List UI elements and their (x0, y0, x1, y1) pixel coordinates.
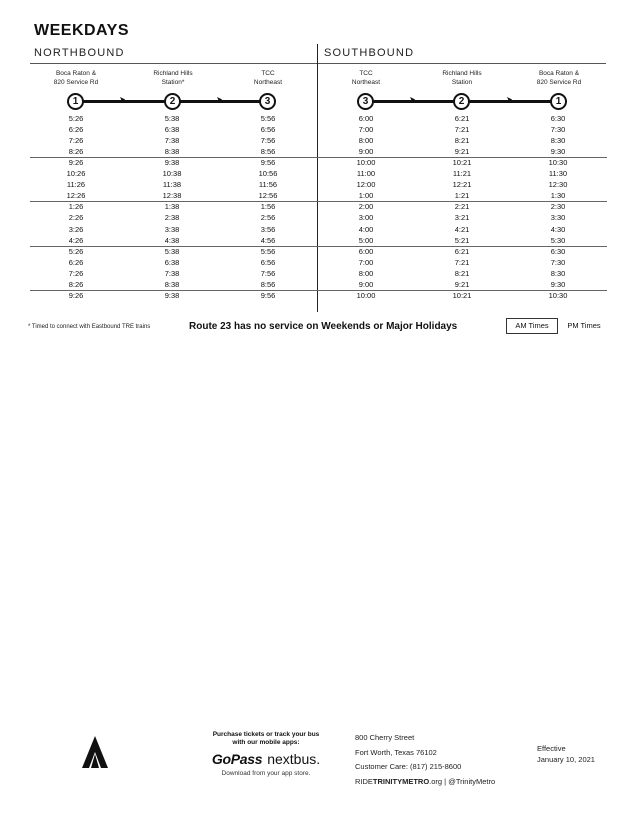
table-row (0, 190, 317, 201)
time-cell: 12:30 (548, 180, 568, 190)
time-cell: 5:26 (68, 114, 84, 123)
time-cell: 4:26 (68, 235, 84, 245)
table-row (0, 268, 317, 279)
table-row (317, 179, 635, 190)
time-cell: 9:00 (358, 147, 374, 157)
time-cell: 2:38 (164, 213, 180, 223)
time-cell: 6:21 (454, 114, 470, 123)
time-cell: 11:38 (162, 180, 182, 190)
time-cell: 6:56 (260, 257, 276, 267)
time-cell: 2:21 (454, 202, 470, 212)
table-row (317, 212, 635, 223)
time-cell: 10:21 (452, 290, 472, 300)
time-cell: 5:38 (164, 246, 180, 256)
table-row (0, 201, 317, 212)
table-row (317, 279, 635, 290)
time-cell: 8:30 (550, 136, 566, 146)
time-cell: 7:30 (550, 125, 566, 135)
time-cell: 1:21 (454, 191, 470, 201)
table-row (0, 157, 317, 168)
nb-stop-header-3: TCC Northeast (253, 70, 283, 86)
nb-arrow-icon: ➤ (216, 95, 223, 104)
time-cell: 6:38 (164, 257, 180, 267)
time-cell: 9:30 (550, 279, 566, 289)
time-cell: 1:38 (164, 202, 180, 212)
sb-timepoint-2: 2 (453, 93, 470, 110)
table-row (0, 290, 317, 301)
time-cell: 7:00 (358, 257, 374, 267)
table-row (0, 246, 317, 257)
time-cell: 8:26 (68, 279, 84, 289)
southbound-label: SOUTHBOUND (324, 47, 415, 59)
time-cell: 2:30 (550, 202, 566, 212)
time-cell: 12:26 (66, 191, 86, 201)
footnote: * Timed to connect with Eastbound TRE trains (28, 324, 151, 330)
time-cell: 8:38 (164, 279, 180, 289)
table-row (0, 168, 317, 179)
time-cell: 8:38 (164, 147, 180, 157)
time-cell: 5:30 (550, 235, 566, 245)
time-cell: 8:26 (68, 147, 84, 157)
time-cell: 12:21 (452, 180, 472, 190)
time-cell: 8:30 (550, 268, 566, 278)
table-row (0, 135, 317, 146)
sb-timepoint-3: 1 (550, 93, 567, 110)
schedule-title: WEEKDAYS (34, 22, 129, 39)
time-cell: 9:26 (68, 290, 84, 300)
time-cell: 3:26 (68, 224, 84, 234)
time-cell: 6:30 (550, 246, 566, 256)
time-cell: 9:56 (260, 290, 276, 300)
time-cell: 11:26 (66, 180, 86, 190)
table-row (317, 290, 635, 301)
table-row (0, 257, 317, 268)
time-cell: 6:38 (164, 125, 180, 135)
nextbus-app-link[interactable]: nextbus. (267, 751, 321, 767)
time-cell: 9:38 (164, 290, 180, 300)
time-cell: 8:21 (454, 136, 470, 146)
nb-stop-header-1: Boca Raton & 820 Service Rd (53, 70, 99, 86)
effective-block (537, 743, 595, 765)
table-row (317, 201, 635, 212)
time-cell: 4:38 (164, 235, 180, 245)
effective-label: Effective (537, 744, 566, 753)
time-cell: 9:38 (164, 158, 180, 168)
time-cell: 10:30 (548, 290, 568, 300)
time-cell: 7:26 (68, 268, 84, 278)
nb-timepoint-1: 1 (67, 93, 84, 110)
time-cell: 9:00 (358, 279, 374, 289)
time-cell: 1:30 (550, 191, 566, 201)
table-row (317, 157, 635, 168)
time-cell: 8:56 (260, 279, 276, 289)
time-cell: 5:21 (454, 235, 470, 245)
time-cell: 7:00 (358, 125, 374, 135)
gopass-app-link[interactable]: GoPass (211, 751, 263, 767)
time-cell: 11:30 (548, 169, 568, 179)
time-cell: 12:56 (258, 191, 278, 201)
table-row (317, 224, 635, 235)
pm-times-button[interactable]: PM Times (567, 321, 601, 330)
time-cell: 10:56 (258, 169, 278, 179)
app-promo (196, 731, 336, 777)
time-cell: 7:38 (164, 136, 180, 146)
address-line-2: Fort Worth, Texas 76102 (355, 747, 437, 757)
trinity-metro-logo-icon (82, 736, 108, 768)
table-row (317, 268, 635, 279)
time-cell: 4:30 (550, 224, 566, 234)
time-cell: 6:00 (358, 246, 374, 256)
time-cell: 10:00 (356, 158, 376, 168)
time-cell: 4:00 (358, 224, 374, 234)
header-rule (30, 63, 606, 64)
table-row (317, 135, 635, 146)
promo-line-2: with our mobile apps: (232, 739, 300, 746)
time-cell: 3:00 (358, 213, 374, 223)
table-row (0, 146, 317, 157)
time-cell: 9:30 (550, 147, 566, 157)
sb-stop-header-1: TCC Northeast (351, 70, 381, 86)
time-cell: 2:26 (68, 213, 84, 223)
customer-care: Customer Care: (817) 215-8600 (355, 762, 462, 771)
time-cell: 7:30 (550, 257, 566, 267)
nb-timepoint-2: 2 (164, 93, 181, 110)
time-cell: 11:56 (258, 180, 278, 190)
time-cell: 8:00 (358, 136, 374, 146)
time-cell: 3:38 (164, 224, 180, 234)
time-cell: 9:56 (260, 158, 276, 168)
time-cell: 6:56 (260, 125, 276, 135)
time-cell: 11:00 (356, 169, 376, 179)
table-row (0, 235, 317, 246)
time-cell: 2:56 (260, 213, 276, 223)
download-note: Download from your app store. (221, 770, 311, 777)
time-cell: 8:56 (260, 147, 276, 157)
table-row (0, 212, 317, 223)
time-cell: 9:21 (454, 147, 470, 157)
table-row (317, 124, 635, 135)
nb-timepoint-3: 3 (259, 93, 276, 110)
table-row (317, 168, 635, 179)
time-cell: 7:21 (454, 125, 470, 135)
table-row (0, 279, 317, 290)
time-cell: 8:21 (454, 268, 470, 278)
time-cell: 5:56 (260, 114, 276, 123)
table-row (317, 235, 635, 246)
nb-arrow-icon: ➤ (119, 95, 126, 104)
table-row (0, 113, 317, 124)
website-link[interactable]: RIDETRINITYMETRO.org | @TrinityMetro (355, 776, 496, 786)
time-cell: 2:00 (358, 202, 374, 212)
sb-timepoint-1: 3 (357, 93, 374, 110)
time-cell: 12:00 (356, 180, 376, 190)
time-cell: 8:00 (358, 268, 374, 278)
time-cell: 4:56 (260, 235, 276, 245)
no-service-notice: Route 23 has no service on Weekends or Major Holidays (189, 321, 458, 332)
time-cell: 6:30 (550, 114, 566, 123)
table-row (0, 179, 317, 190)
effective-date: January 10, 2021 (537, 755, 595, 764)
sb-arrow-icon: ➤ (506, 95, 513, 104)
time-cell: 4:21 (454, 224, 470, 234)
time-cell: 12:38 (162, 191, 182, 201)
time-cell: 1:26 (68, 202, 84, 212)
northbound-label: NORTHBOUND (34, 47, 125, 59)
time-cell: 7:26 (68, 136, 84, 146)
time-cell: 5:38 (164, 114, 180, 123)
time-cell: 11:21 (452, 169, 472, 179)
time-cell: 1:56 (260, 202, 276, 212)
time-cell: 7:56 (260, 268, 276, 278)
time-cell: 6:21 (454, 246, 470, 256)
time-cell: 6:26 (68, 125, 84, 135)
table-row (0, 224, 317, 235)
time-cell: 7:56 (260, 136, 276, 146)
time-cell: 3:21 (454, 213, 470, 223)
time-cell: 10:38 (162, 169, 182, 179)
time-cell: 10:30 (548, 158, 568, 168)
address-line-1: 800 Cherry Street (355, 733, 415, 742)
sb-stop-header-2: Richland Hills Station (442, 70, 482, 86)
contact-block (355, 731, 495, 789)
table-row (317, 190, 635, 201)
time-cell: 5:26 (68, 246, 84, 256)
time-cell: 10:21 (452, 158, 472, 168)
time-cell: 3:56 (260, 224, 276, 234)
table-row (317, 146, 635, 157)
time-cell: 1:00 (358, 191, 374, 201)
time-cell: 10:26 (66, 169, 86, 179)
time-cell: 9:21 (454, 279, 470, 289)
time-cell: 9:26 (68, 158, 84, 168)
table-row (0, 124, 317, 135)
time-cell: 3:30 (550, 213, 566, 223)
nb-stop-header-2: Richland Hills Station* (153, 70, 193, 86)
time-cell: 7:38 (164, 268, 180, 278)
sb-stop-header-3: Boca Raton & 820 Service Rd (536, 70, 582, 86)
time-cell: 6:26 (68, 257, 84, 267)
time-cell: 5:56 (260, 246, 276, 256)
time-cell: 7:21 (454, 257, 470, 267)
table-row (317, 246, 635, 257)
table-row (317, 113, 635, 124)
sb-arrow-icon: ➤ (409, 95, 416, 104)
time-cell: 10:00 (356, 290, 376, 300)
am-times-button[interactable]: AM Times (506, 318, 558, 334)
promo-line-1: Purchase tickets or track your bus (212, 731, 320, 738)
table-row (317, 257, 635, 268)
time-cell: 6:00 (358, 114, 374, 123)
time-cell: 5:00 (358, 235, 374, 245)
